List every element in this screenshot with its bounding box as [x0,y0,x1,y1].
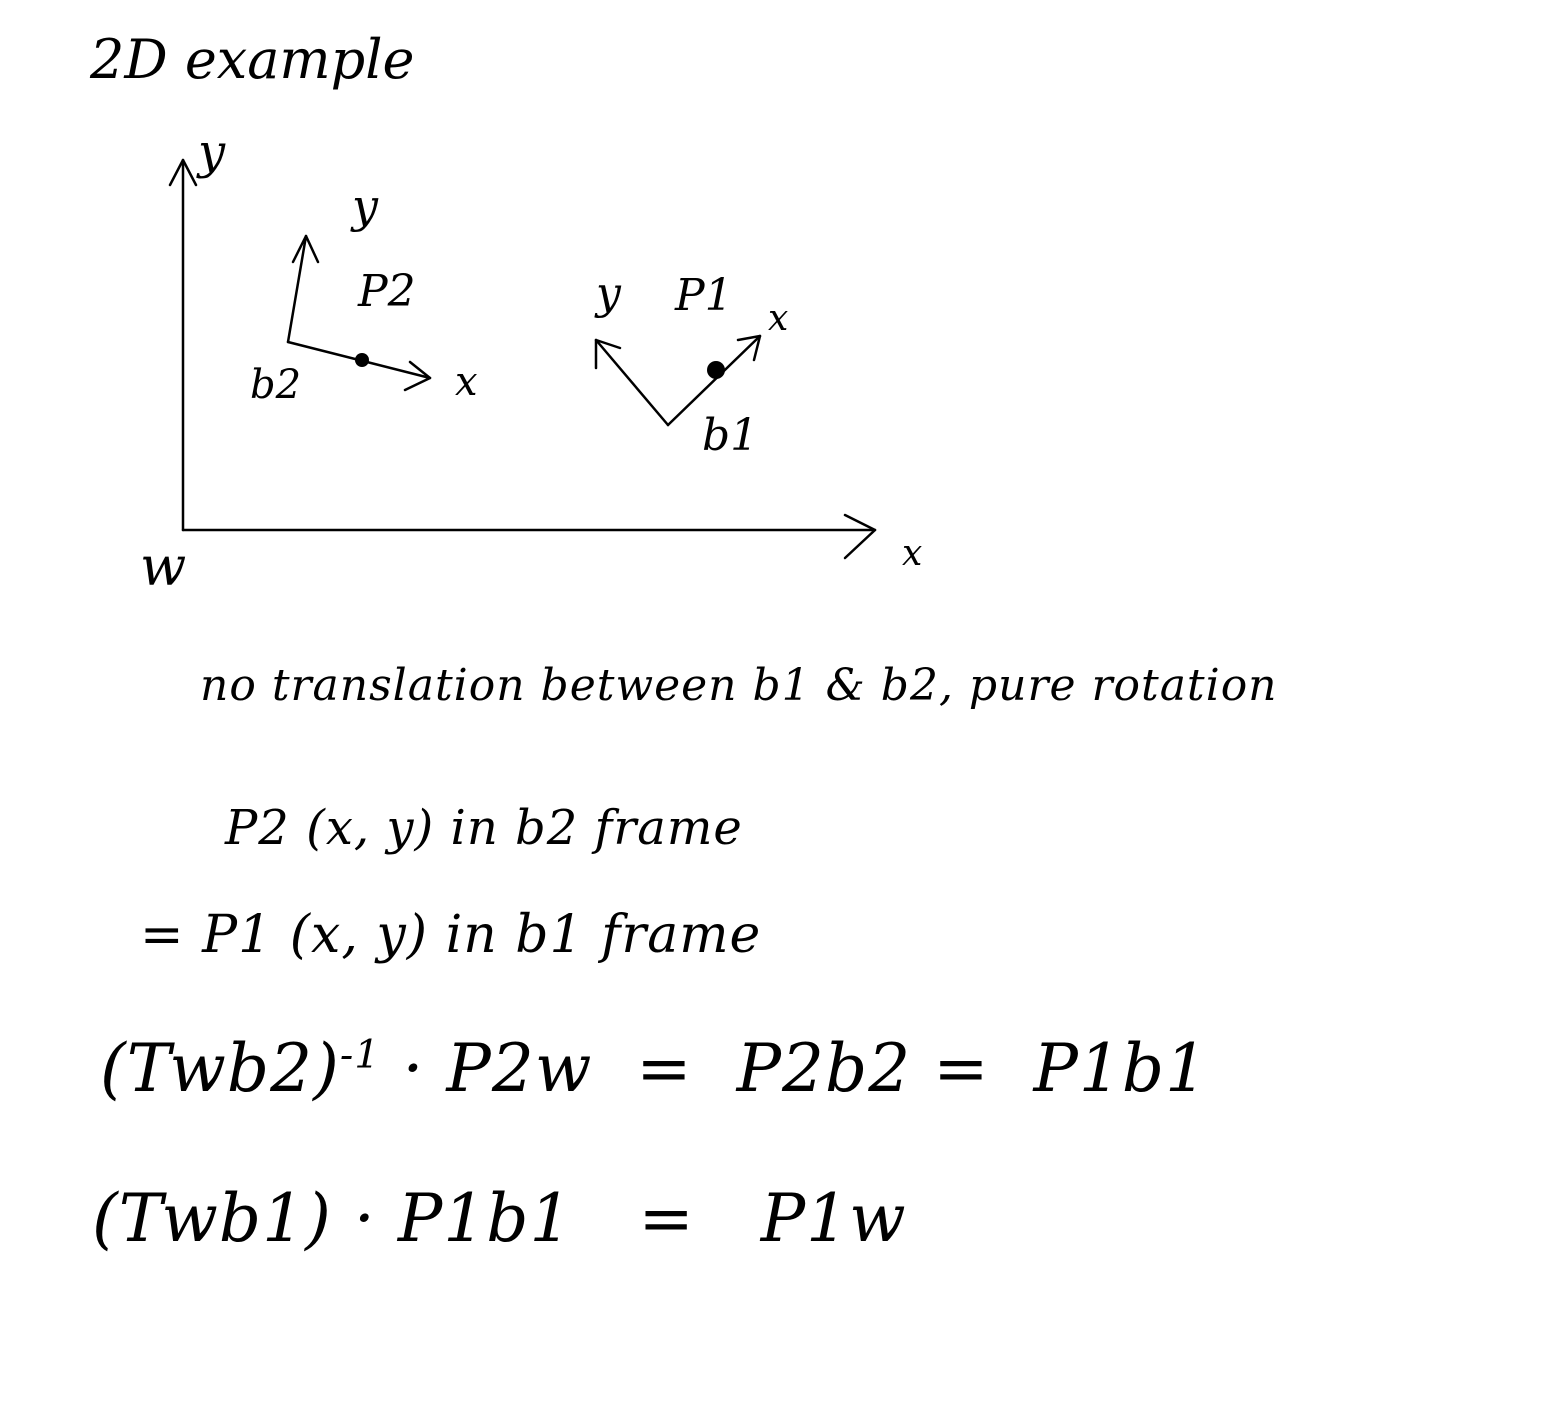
world-x-label: x [902,533,923,574]
frame-b1 [594,268,788,461]
eq1-lhs: (Twb2) [100,1030,340,1107]
eq2-equals: = [638,1180,695,1257]
eq1-dot: · [402,1030,425,1107]
eq2-dot: · [353,1180,376,1257]
title: 2D example [90,28,415,91]
b2-y-label: y [352,179,378,233]
world-y-label: y [198,124,226,180]
point-p2 [355,353,369,367]
b2-x-label: x [455,359,478,405]
note-line-1: no translation between b1 & b2, pure rotation [200,660,1278,711]
eq1-rhs1: P2b2 [736,1030,912,1107]
frame-b2 [250,179,478,408]
world-x-arrowhead [845,515,875,558]
b1-x-label: x [768,298,789,339]
eq1-equals-1: = [636,1030,693,1107]
eq1-equals-2: = [933,1030,990,1107]
eq2-lhs: (Twb1) [92,1180,332,1257]
b2-label: b2 [250,362,302,408]
equation-2 [92,1180,907,1257]
eq2-rhs: P1w [760,1180,907,1257]
equation-1 [100,1030,1208,1107]
b1-y-axis [596,340,668,425]
b1-label: b1 [702,410,759,461]
eq1-inverse-exponent: -1 [339,1032,381,1078]
p1-label: P1 [675,270,733,321]
world-frame-label: w [140,535,187,598]
point-p1 [707,361,725,379]
note-line-2: P2 (x, y) in b2 frame [225,800,743,856]
note-line-3: = P1 (x, y) in b1 frame [140,905,762,965]
eq1-mid: P2w [446,1030,593,1107]
eq1-rhs2: P1b1 [1033,1030,1209,1107]
eq2-mid: P1b1 [397,1180,573,1257]
p2-label: P2 [358,266,416,317]
world-axes [140,124,922,598]
b1-y-label: y [596,268,621,319]
